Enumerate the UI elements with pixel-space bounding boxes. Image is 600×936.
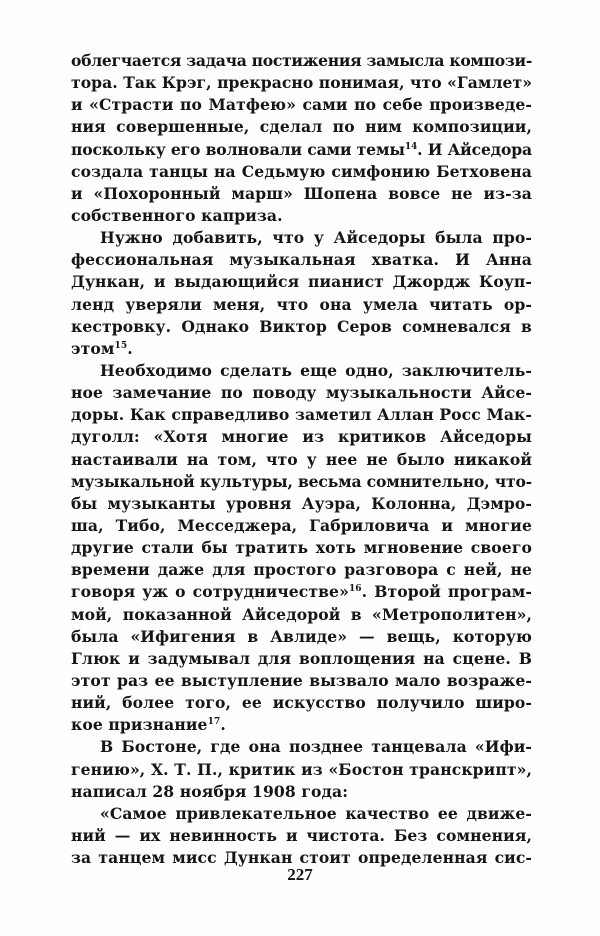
text-line: этот раз ее выступление вызвало мало возраже- bbox=[71, 670, 532, 690]
paragraph-start-line: Необходимо сделать еще одно, заключитель- bbox=[100, 360, 532, 380]
text-line: за танцем мисс Дункан стоит определенная сис- bbox=[71, 848, 532, 868]
paragraph-start-line: «Самое привлекательное качество ее движе- bbox=[100, 803, 532, 823]
text-line: создала танцы на Седьмую симфонию Бетховена bbox=[71, 161, 532, 181]
text-line: настаивали на том, что у нее не было никакой bbox=[71, 449, 532, 469]
paragraph-start-line: Нужно добавить, что у Айседоры была про- bbox=[100, 228, 532, 248]
book-page-text bbox=[71, 50, 532, 869]
text-line: собственного каприза. bbox=[71, 205, 283, 225]
text-line: музыкальной культуры, весьма сомнительно, что- bbox=[71, 471, 532, 491]
text-line: ния совершенные, сделал по ним композиции, bbox=[71, 117, 532, 137]
footnote-ref: 15 bbox=[114, 340, 128, 351]
page-number: 227 bbox=[287, 865, 313, 884]
text-line: фессиональная музыкальная хватка. И Анна bbox=[71, 250, 532, 270]
text-line: бы музыканты уровня Ауэра, Колонна, Дэмро- bbox=[71, 493, 532, 513]
footnote-ref: 17 bbox=[207, 717, 221, 728]
text-line: и «Страсти по Матфею» сами по себе произведе- bbox=[71, 95, 532, 115]
text-line: и «Похоронный марш» Шопена вовсе не из-за bbox=[71, 183, 532, 203]
text-line: кестровку. Однако Виктор Серов сомневался в bbox=[71, 316, 532, 336]
text-line: другие стали бы тратить хоть мгновение своего bbox=[71, 538, 532, 558]
text-line: доры. Как справедливо заметил Аллан Росс Мак- bbox=[71, 405, 532, 425]
text-line: ний, более того, ее искусство получило широ- bbox=[71, 693, 532, 713]
text-line: тора. Так Крэг, прекрасно понимая, что «Гамлет» bbox=[71, 73, 532, 93]
text-line: облегчается задача постижения замысла компози- bbox=[71, 51, 532, 70]
text-line: кое признание$^{17}$. bbox=[71, 715, 226, 735]
text-line: ное замечание по поводу музыкальности Айсе- bbox=[71, 383, 532, 403]
text-line: гению», Х. Т. П., критик из «Бостон транскрипт», bbox=[71, 759, 532, 779]
paragraph-start-line: В Бостоне, где она позднее танцевала «Ифи- bbox=[100, 737, 532, 757]
text-line: поскольку его волновали сами темы$^{14}$. И Айседора bbox=[71, 139, 532, 159]
text-line: Дункан, и выдающийся пианист Джордж Коуп- bbox=[71, 272, 532, 292]
text-line: ний — их невинность и чистота. Без сомнения, bbox=[71, 825, 532, 845]
text-line: ленд уверяли меня, что она умела читать ор- bbox=[71, 294, 532, 314]
footnote-ref: 16 bbox=[348, 584, 362, 595]
text-line: мой, показанной Айседорой в «Метрополитен», bbox=[71, 604, 532, 624]
footnote-ref: 14 bbox=[404, 141, 418, 152]
text-line: Глюк и задумывал для воплощения на сцене. В bbox=[71, 648, 532, 668]
text-line: времени даже для простого разговора с ней, не bbox=[71, 560, 532, 580]
text-line: говоря уж о сотрудничестве»$^{16}$. Второй програм- bbox=[71, 582, 532, 602]
text-line: этом$^{15}$. bbox=[71, 338, 133, 358]
text-line: ша, Тибо, Месседжера, Габриловича и многие bbox=[71, 515, 532, 535]
text-line: была «Ифигения в Авлиде» — вещь, которую bbox=[71, 626, 532, 646]
text-line: написал 28 ноября 1908 года: bbox=[71, 781, 349, 801]
text-line: дуголл: «Хотя многие из критиков Айседоры bbox=[71, 427, 532, 447]
